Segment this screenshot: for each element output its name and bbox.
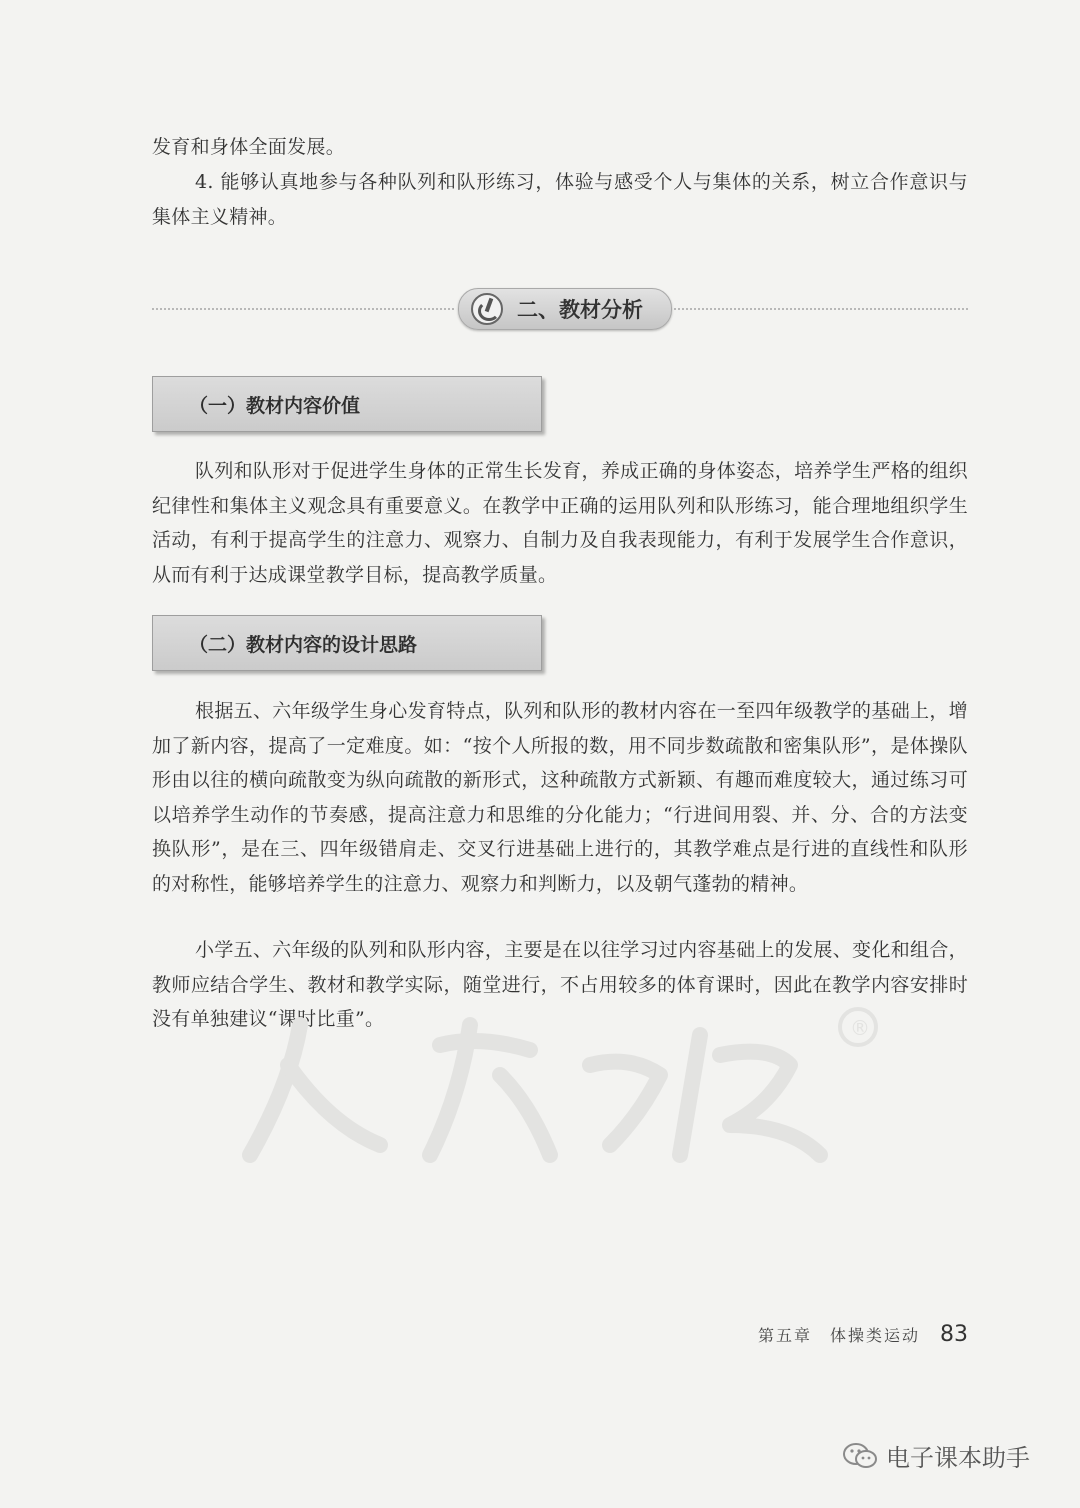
chapter-title: 第五章 体操类运动 [757,1326,920,1345]
subsection-1-text: 队列和队形对于促进学生身体的正常生长发育，养成正确的身体姿态，培养学生严格的组织纪律性和集体主义观念具有重要意义。在教学中正确的运用队列和队形练习，能合理地组织学生活动，有利于提高学生的注意力、观察力、自制力及自我表现能力，有利于发展学生合作意识，从而有利于达成课堂教学目标，提高教学质量。 [152,460,968,586]
objective-item-4: 4. 能够认真地参与各种队列和队形练习，体验与感受个人与集体的关系，树立合作意识与集体主义精神。 [152,171,968,228]
brand-name: 电子课本助手 [886,1444,1030,1472]
page-footer [758,1322,968,1347]
section-divider-right [674,308,968,310]
page-number: 83 [940,1322,968,1347]
hand-pointer-icon [471,293,503,325]
section-divider-left [152,308,454,310]
section-title: 二、教材分析 [517,298,643,322]
continuation-text: 发育和身体全面发展。 [152,136,346,158]
brand-watermark [842,1438,1030,1473]
subsection-2-paragraph-2: 小学五、六年级的队列和队形内容，主要是在以往学习过内容基础上的发展、变化和组合，教师应结合学生、教材和教学实际，随堂进行，不占用较多的体育课时，因此在教学内容安排时没有单独建议“课时比重”。 [152,939,968,1031]
subsection-heading-2: （二）教材内容的设计思路 [152,615,542,671]
subsection-2-paragraph-1: 根据五、六年级学生身心发育特点，队列和队形的教材内容在一至四年级教学的基础上，增加了新内容，提高了一定难度。如：“按个人所报的数，用不同步数疏散和密集队形”，是体操队形由以往的横向疏散变为纵向疏散的新形式，这种疏散方式新颖、有趣而难度较大，通过练习可以培养学生动作的节奏感，提高注意力和思维的分化能力；“行进间用裂、并、分、合的方法变换队形”，是在三、四年级错肩走、交叉行进基础上进行的，其教学难点是行进的直线性和队形的对称性，能够培养学生的注意力、观察力和判断力，以及朝气蓬勃的精神。 [152,700,968,895]
subsection-heading-1: （一）教材内容价值 [152,376,542,432]
registered-mark: ® [850,1016,870,1040]
wechat-icon [842,1441,878,1471]
section-title-badge [458,288,672,330]
